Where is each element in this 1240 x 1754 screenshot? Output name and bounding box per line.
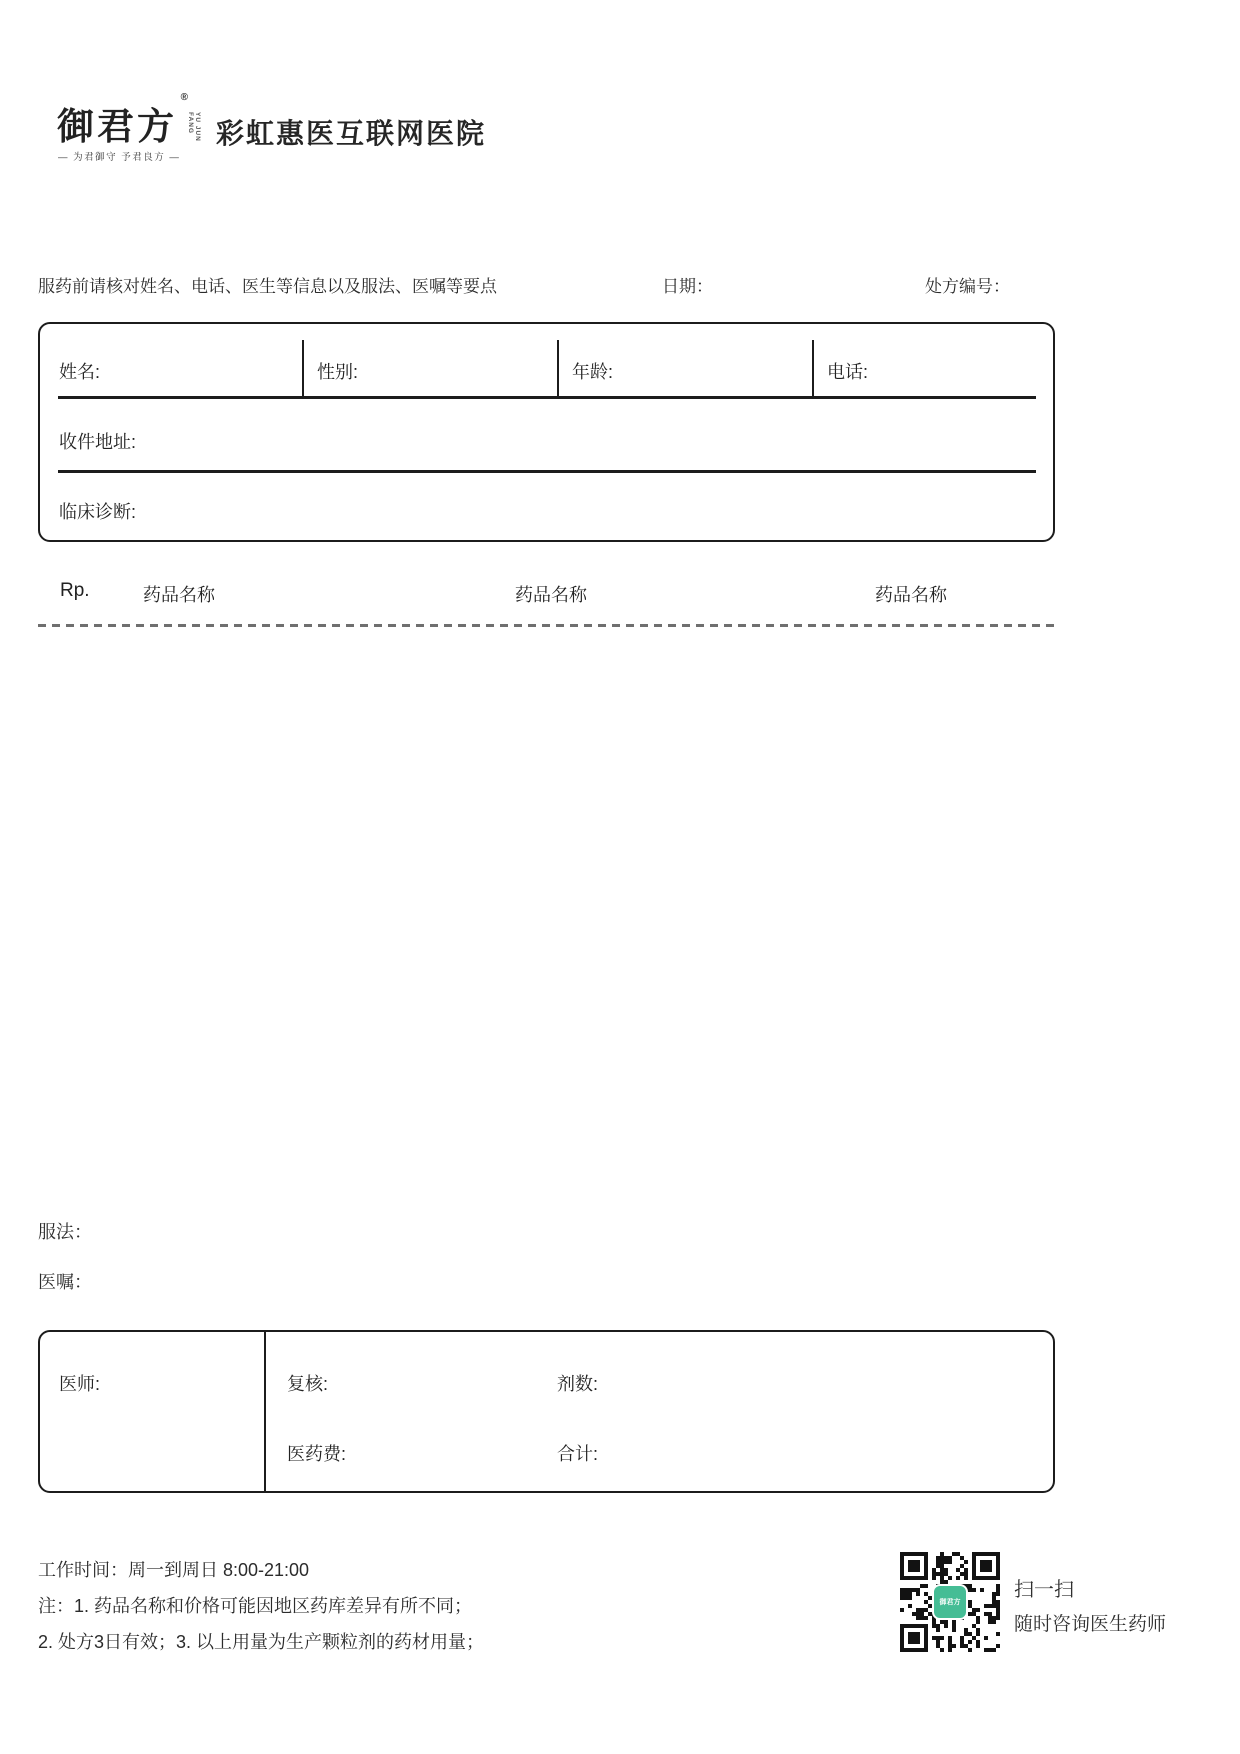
fee-label: 医药费: — [287, 1444, 347, 1464]
hospital-title: 彩虹惠医互联网医院 — [216, 118, 487, 149]
age-label: 年龄: — [572, 362, 614, 382]
usage-label: 服法： — [38, 1222, 92, 1242]
qr-code — [900, 1552, 1000, 1652]
brand-tagline: — 为君御守 予君良方 — — [58, 152, 181, 163]
reviewer-label: 复核: — [287, 1374, 329, 1394]
verification-notice: 服药前请核对姓名、电话、医生等信息以及服法、医嘱等要点 — [38, 277, 497, 296]
horizontal-divider — [58, 470, 1036, 473]
field-divider — [812, 340, 814, 396]
doses-label: 剂数: — [557, 1374, 599, 1394]
doctor-label: 医师: — [59, 1374, 101, 1394]
name-label: 姓名: — [59, 362, 101, 382]
brand-logo — [57, 92, 201, 150]
total-label: 合计: — [557, 1444, 599, 1464]
rp-label: Rp. — [60, 580, 90, 601]
date-label: 日期： — [662, 277, 713, 296]
brand-name: 御君方 — [57, 104, 177, 148]
phone-label: 电话: — [827, 362, 869, 382]
drug-column-header: 药品名称 — [143, 585, 215, 605]
qr-center-logo: 御君方 — [932, 1584, 968, 1620]
field-divider — [302, 340, 304, 396]
prescription-number-label: 处方编号： — [925, 277, 1010, 296]
drug-column-header: 药品名称 — [875, 585, 947, 605]
drug-column-header: 药品名称 — [515, 585, 587, 605]
brand-logo-text — [57, 92, 201, 150]
address-label: 收件地址: — [59, 432, 137, 452]
advice-label: 医嘱： — [38, 1272, 92, 1292]
gender-label: 性别: — [317, 362, 359, 382]
horizontal-divider — [58, 396, 1036, 399]
field-divider — [557, 340, 559, 396]
patient-info-box — [38, 322, 1055, 542]
qr-caption-consult: 随时咨询医生药师 — [1014, 1614, 1167, 1635]
brand-logo-vertical-text: YU JUN FANG — [187, 112, 201, 142]
qr-caption-scan: 扫一扫 — [1014, 1579, 1074, 1601]
dashed-divider — [38, 624, 1057, 627]
signature-box — [38, 1330, 1055, 1493]
registered-trademark-icon: ® — [180, 92, 191, 103]
note-line-1: 注：1. 药品名称和价格可能因地区药库差异有所不同； — [38, 1596, 473, 1616]
signature-divider — [264, 1332, 266, 1491]
diagnosis-label: 临床诊断: — [59, 502, 137, 522]
working-hours: 工作时间：周一到周日 8:00-21:00 — [38, 1560, 310, 1580]
note-line-2: 2. 处方3日有效；3. 以上用量为生产颗粒剂的药材用量； — [38, 1632, 485, 1652]
